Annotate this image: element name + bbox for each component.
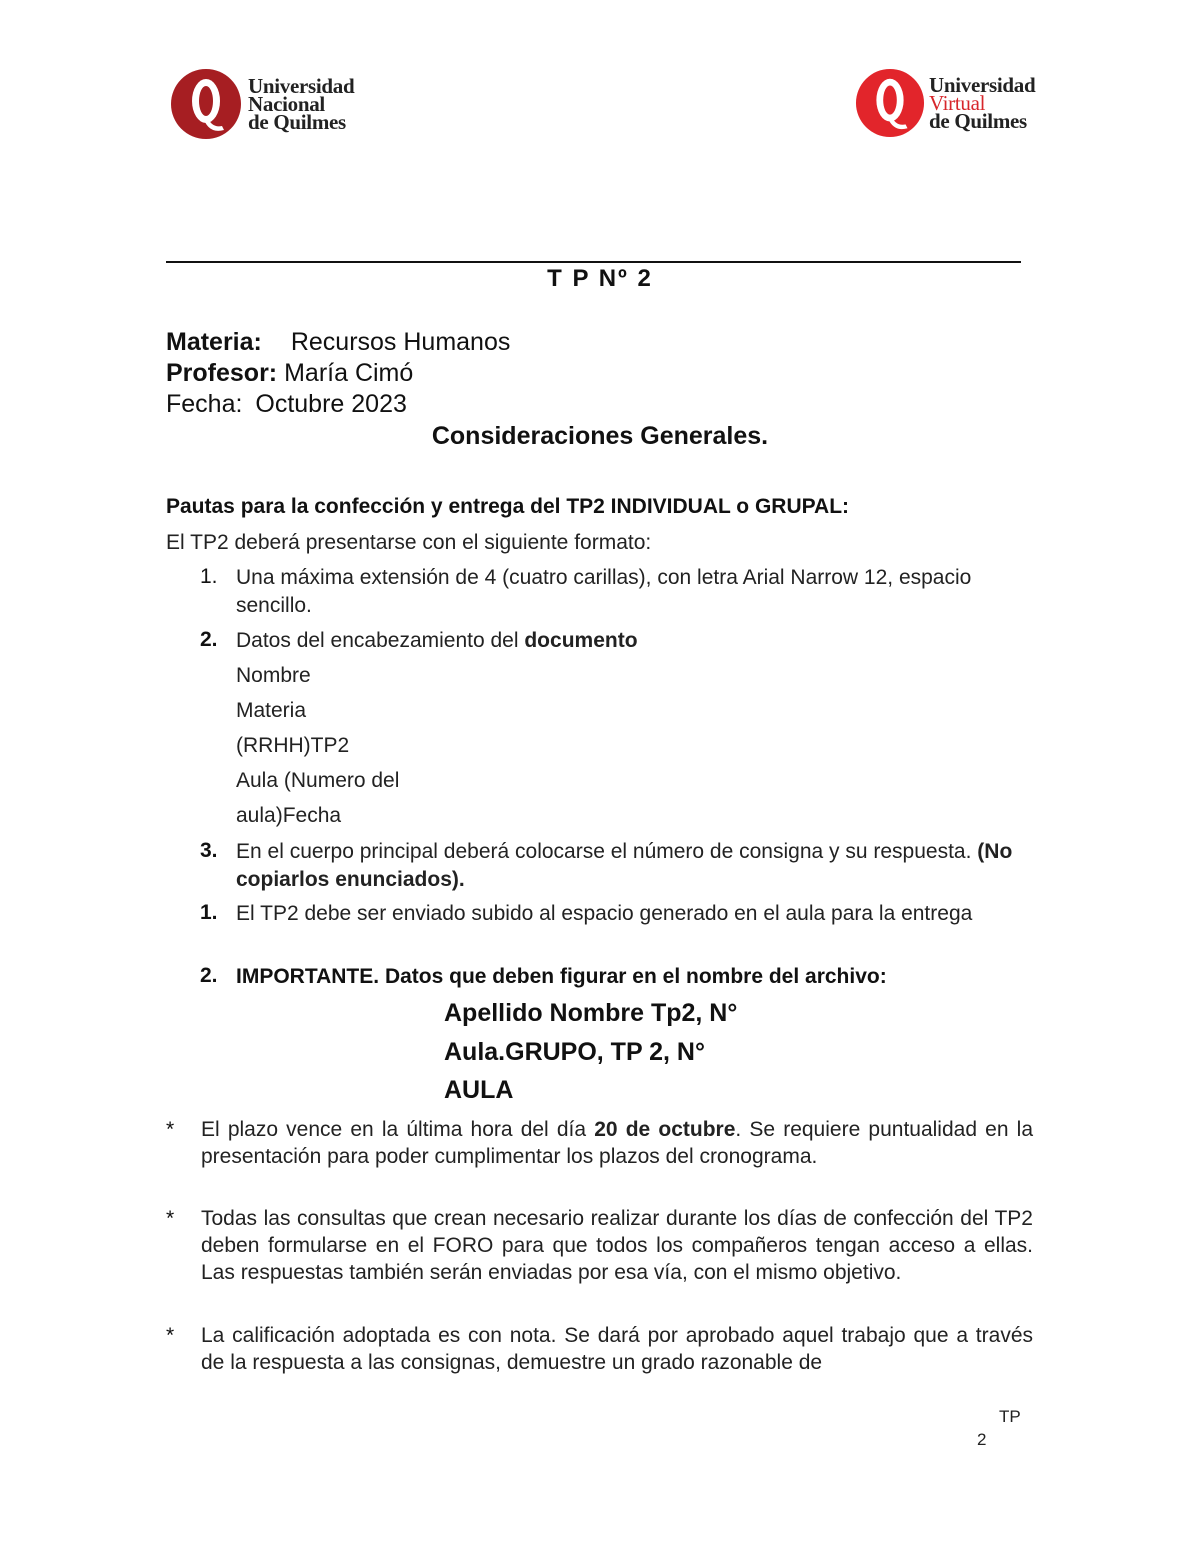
item3-text bbox=[236, 838, 1016, 894]
item1-number: 1. bbox=[200, 565, 218, 588]
bullet1-post: . Se requiere puntualidad en la presentación para poder cumplimentar los plazos del cronograma. bbox=[201, 1118, 1033, 1168]
pautas-intro: El TP2 deberá presentarse con el siguiente formato: bbox=[166, 531, 652, 554]
materia-label: Materia: bbox=[166, 328, 262, 356]
item3-bold: (No copiarlos enunciados). bbox=[236, 840, 1013, 891]
meta-fecha bbox=[166, 389, 407, 420]
uvq-logo-icon bbox=[855, 68, 925, 138]
footer-tp: TP bbox=[999, 1407, 1021, 1426]
bullet3-text: La calificación adoptada es con nota. Se dará por aprobado aquel trabajo que a través de la respuesta a las consignas, demuestre un grado razonable de bbox=[201, 1324, 1033, 1374]
item2-line-nombre: Nombre bbox=[236, 664, 311, 687]
logo-left-line3: de Quilmes bbox=[248, 110, 346, 134]
logo-left-line1: Universidad bbox=[248, 74, 355, 98]
item4-number: 1. bbox=[200, 901, 218, 924]
item3-normal: En el cuerpo principal deberá colocarse el número de consigna y su respuesta. bbox=[236, 840, 972, 863]
section-title: Consideraciones Generales. bbox=[431, 422, 769, 450]
bullet1-marker: * bbox=[166, 1118, 175, 1141]
bullet1-bold: 20 de octubre bbox=[594, 1118, 736, 1141]
item5-text: IMPORTANTE. Datos que deben figurar en el nombre del archivo: bbox=[236, 965, 887, 988]
item2-line-fecha: aula)Fecha bbox=[236, 804, 342, 827]
pautas-heading: Pautas para la confección y entrega del TP2 INDIVIDUAL o GRUPAL: bbox=[166, 495, 850, 518]
page-title: T P Nº 2 bbox=[547, 265, 653, 292]
item3-number: 3. bbox=[200, 839, 218, 862]
logo-unq bbox=[170, 68, 354, 140]
item2-bold: documento bbox=[524, 629, 638, 652]
item2-line-materia: Materia bbox=[236, 699, 307, 722]
bullet1-pre: El plazo vence en la última hora del día bbox=[201, 1118, 587, 1141]
bullet2-marker: * bbox=[166, 1207, 175, 1230]
bullet2-text: Todas las consultas que crean necesario realizar durante los días de confección del TP2 deben formularse en el FORO para que todos los compañeros tengan acceso a ellas. Las respuestas también serán enviadas por esa vía, con el mismo objetivo. bbox=[201, 1207, 1033, 1284]
footer-page-number: 2 bbox=[977, 1430, 987, 1449]
meta-materia bbox=[166, 327, 510, 358]
item5-number: 2. bbox=[200, 964, 218, 987]
meta-profesor bbox=[166, 358, 413, 389]
filename-line1: Apellido Nombre Tp2, N° bbox=[444, 999, 738, 1027]
item2-line-aula: Aula (Numero del bbox=[236, 769, 400, 792]
logo-right-line3: de Quilmes bbox=[929, 109, 1027, 133]
item2-line-rrhh: (RRHH)TP2 bbox=[236, 734, 350, 757]
bullet3-marker: * bbox=[166, 1324, 175, 1347]
item2-number: 2. bbox=[200, 628, 218, 651]
fecha-value: Octubre 2023 bbox=[255, 390, 407, 418]
filename-line3: AULA bbox=[444, 1076, 514, 1104]
profesor-value: María Cimó bbox=[284, 359, 414, 387]
item2-text bbox=[236, 627, 1016, 655]
bullet1-text bbox=[201, 1116, 1033, 1170]
logo-right-line2: Virtual bbox=[929, 91, 986, 115]
materia-value: Recursos Humanos bbox=[290, 328, 511, 356]
logo-right-line1: Universidad bbox=[929, 73, 1036, 97]
fecha-label: Fecha: bbox=[166, 390, 243, 418]
unq-logo-icon bbox=[170, 68, 242, 140]
header-divider bbox=[166, 261, 1021, 263]
logo-left-line2: Nacional bbox=[248, 92, 325, 116]
profesor-label: Profesor: bbox=[166, 359, 278, 387]
logo-uvq bbox=[855, 68, 1035, 138]
item2-normal: Datos del encabezamiento del bbox=[236, 629, 519, 652]
filename-line2: Aula.GRUPO, TP 2, N° bbox=[444, 1038, 705, 1066]
item4-text: El TP2 debe ser enviado subido al espacio generado en el aula para la entrega bbox=[236, 902, 973, 925]
item1-text: Una máxima extensión de 4 (cuatro carillas), con letra Arial Narrow 12, espacio sencillo. bbox=[236, 566, 972, 617]
